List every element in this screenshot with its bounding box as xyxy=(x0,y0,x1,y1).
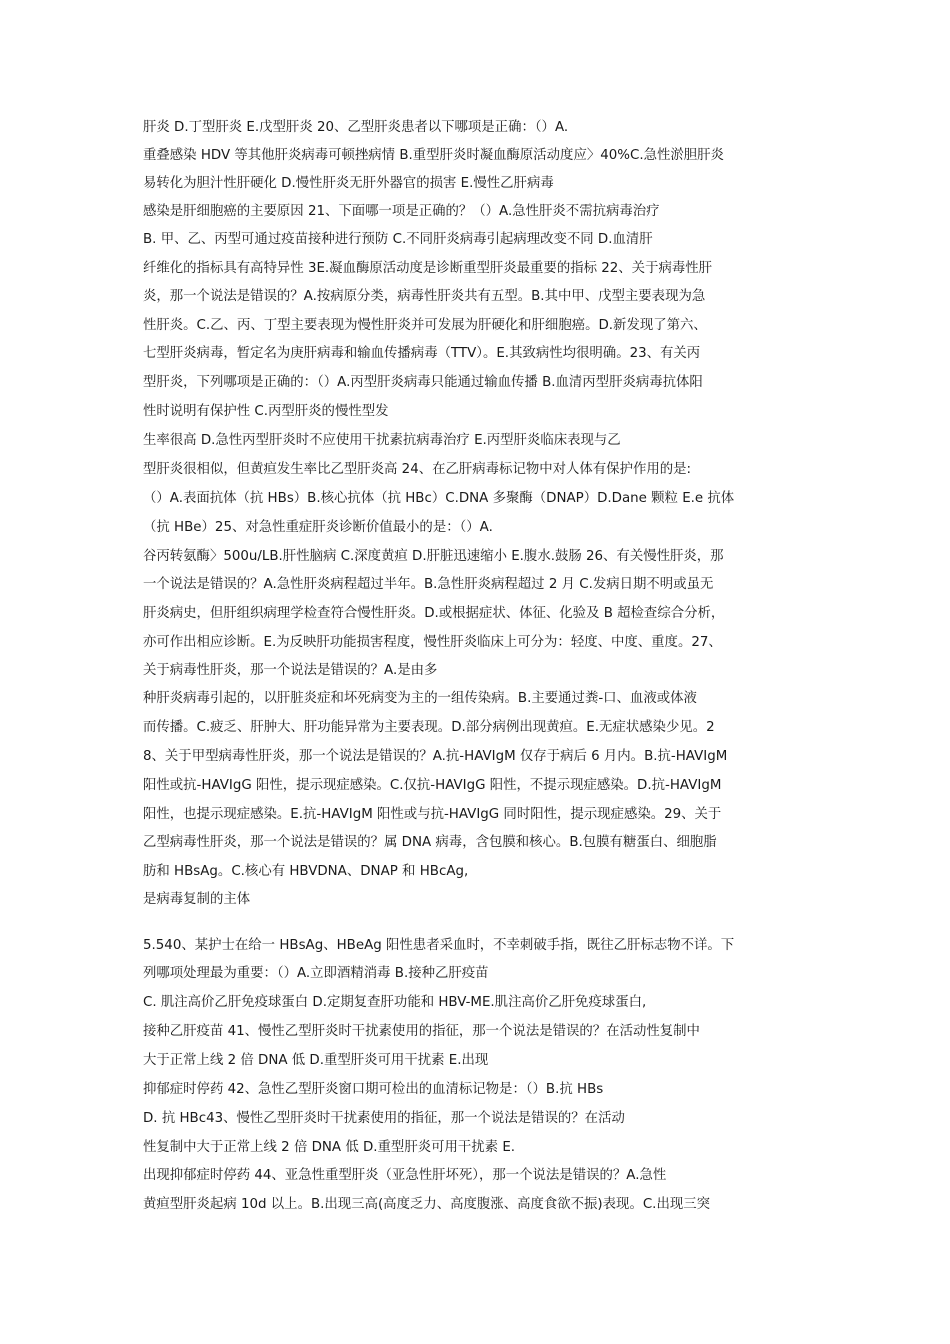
text-line: 性时说明有保护性 C.丙型肝炎的慢性型发 xyxy=(143,404,389,419)
text-line: 生率很高 D.急性丙型肝炎时不应使用干扰素抗病毒治疗 E.丙型肝炎临床表现与乙 xyxy=(143,433,621,448)
text-line: 接种乙肝疫苗 41、慢性乙型肝炎时干扰素使用的指征，那一个说法是错误的？在活动性复制中 xyxy=(143,1024,700,1039)
text-line: 重叠感染 HDV 等其他肝炎病毒可顿挫病情 B.重型肝炎时凝血酶原活动度应〉40%C.急性淤胆肝炎 xyxy=(143,148,724,163)
text-line: 乙型病毒性肝炎，那一个说法是错误的？属 DNA 病毒，含包膜和核心。B.包膜有糖蛋白、细胞脂 xyxy=(143,835,717,850)
text-line: 谷丙转氨酶〉500u/LB.肝性脑病 C.深度黄疸 D.肝脏迅速缩小 E.腹水.鼓肠 26、有关慢性肝炎，那 xyxy=(143,549,724,564)
text-line: 阳性，也提示现症感染。E.抗-HAVIgM 阳性或与抗-HAVIgG 同时阳性，提示现症感染。29、关于 xyxy=(143,807,722,822)
text-line: 5.540、某护士在给一 HBsAg、HBeAg 阳性患者采血时，不幸刺破手指，既往乙肝标志物不详。下 xyxy=(143,938,735,953)
text-line: 性复制中大于正常上线 2 倍 DNA 低 D.重型肝炎可用干扰素 E. xyxy=(143,1140,516,1155)
text-line: D. 抗 HBc43、慢性乙型肝炎时干扰素使用的指征，那一个说法是错误的？在活动 xyxy=(143,1111,625,1126)
text-line: （抗 HBe）25、对急性重症肝炎诊断价值最小的是：（）A. xyxy=(143,520,493,535)
text-line: 黄疸型肝炎起病 10d 以上。B.出现三高(高度乏力、高度腹涨、高度食欲不振)表现。C.出现三突 xyxy=(143,1197,710,1212)
text-line: 是病毒复制的主体 xyxy=(143,892,251,907)
text-line: 亦可作出相应诊断。E.为反映肝功能损害程度，慢性肝炎临床上可分为：轻度、中度、重度。27、 xyxy=(143,635,722,650)
text-line: 出现抑郁症时停药 44、亚急性重型肝炎（亚急性肝坏死），那一个说法是错误的？A.急性 xyxy=(143,1168,667,1183)
text-line: 型肝炎，下列哪项是正确的：（）A.丙型肝炎病毒只能通过输血传播 B.血清丙型肝炎病毒抗体阳 xyxy=(143,375,703,390)
text-line: 炎，那一个说法是错误的？A.按病原分类，病毒性肝炎共有五型。B.其中甲、戊型主要表现为急 xyxy=(143,289,706,304)
text-line: 肪和 HBsAg。C.核心有 HBVDNA、DNAP 和 HBcAg, xyxy=(143,864,469,879)
text-line: 关于病毒性肝炎，那一个说法是错误的？A.是由多 xyxy=(143,663,438,678)
text-line: 易转化为胆汁性肝硬化 D.慢性肝炎无肝外器官的损害 E.慢性乙肝病毒 xyxy=(143,176,554,191)
text-line: 型肝炎很相似，但黄疸发生率比乙型肝炎高 24、在乙肝病毒标记物中对人体有保护作用的是: xyxy=(143,462,692,477)
text-line: （）A.表面抗体（抗 HBs）B.核心抗体（抗 HBc）C.DNA 多聚酶（DNAP）D.Dane 颗粒 E.e 抗体 xyxy=(143,491,735,506)
text-line: 而传播。C.疲乏、肝肿大、肝功能异常为主要表现。D.部分病例出现黄疸。E.无症状感染少见。2 xyxy=(143,720,715,735)
text-line: 感染是肝细胞癌的主要原因 21、下面哪一项是正确的？（）A.急性肝炎不需抗病毒治疗 xyxy=(143,204,660,219)
text-line: 肝炎病史，但肝组织病理学检查符合慢性肝炎。D.或根据症状、体征、化验及 B 超检查综合分析， xyxy=(143,606,725,621)
text-line: 性肝炎。C.乙、丙、丁型主要表现为慢性肝炎并可发展为肝硬化和肝细胞癌。D.新发现了第六、 xyxy=(143,318,707,333)
text-line: C. 肌注高价乙肝免疫球蛋白 D.定期复查肝功能和 HBV-ME.肌注高价乙肝免疫球蛋白, xyxy=(143,995,647,1010)
text-line: 抑郁症时停药 42、急性乙型肝炎窗口期可检出的血清标记物是：（）B.抗 HBs xyxy=(143,1082,604,1097)
text-line: 七型肝炎病毒，暂定名为庚肝病毒和输血传播病毒（TTV）。E.其致病性均很明确。23、有关丙 xyxy=(143,346,701,361)
text-line: 8、关于甲型病毒性肝炎，那一个说法是错误的？A.抗-HAVIgM 仅存于病后 6 月内。B.抗-HAVIgM xyxy=(143,749,728,764)
text-line: 一个说法是错误的？A.急性肝炎病程超过半年。B.急性肝炎病程超过 2 月 C.发病日期不明或虽无 xyxy=(143,577,714,592)
text-line: 肝炎 D.丁型肝炎 E.戊型肝炎 20、乙型肝炎患者以下哪项是正确：（）A. xyxy=(143,120,569,135)
text-line: 纤维化的指标具有高特异性 3E.凝血酶原活动度是诊断重型肝炎最重要的指标 22、关于病毒性肝 xyxy=(143,261,713,276)
text-line: B. 甲、乙、丙型可通过疫苗接种进行预防 C.不同肝炎病毒引起病理改变不同 D.血清肝 xyxy=(143,232,653,247)
text-line: 种肝炎病毒引起的，以肝脏炎症和坏死病变为主的一组传染病。B.主要通过粪-口、血液或体液 xyxy=(143,691,697,706)
text-line: 列哪项处理最为重要：（）A.立即酒精消毒 B.接种乙肝疫苗 xyxy=(143,966,489,981)
text-line: 大于正常上线 2 倍 DNA 低 D.重型肝炎可用干扰素 E.出现 xyxy=(143,1053,489,1068)
text-line: 阳性或抗-HAVIgG 阳性，提示现症感染。C.仅抗-HAVIgG 阳性，不提示现症感染。D.抗-HAVIgM xyxy=(143,778,722,793)
